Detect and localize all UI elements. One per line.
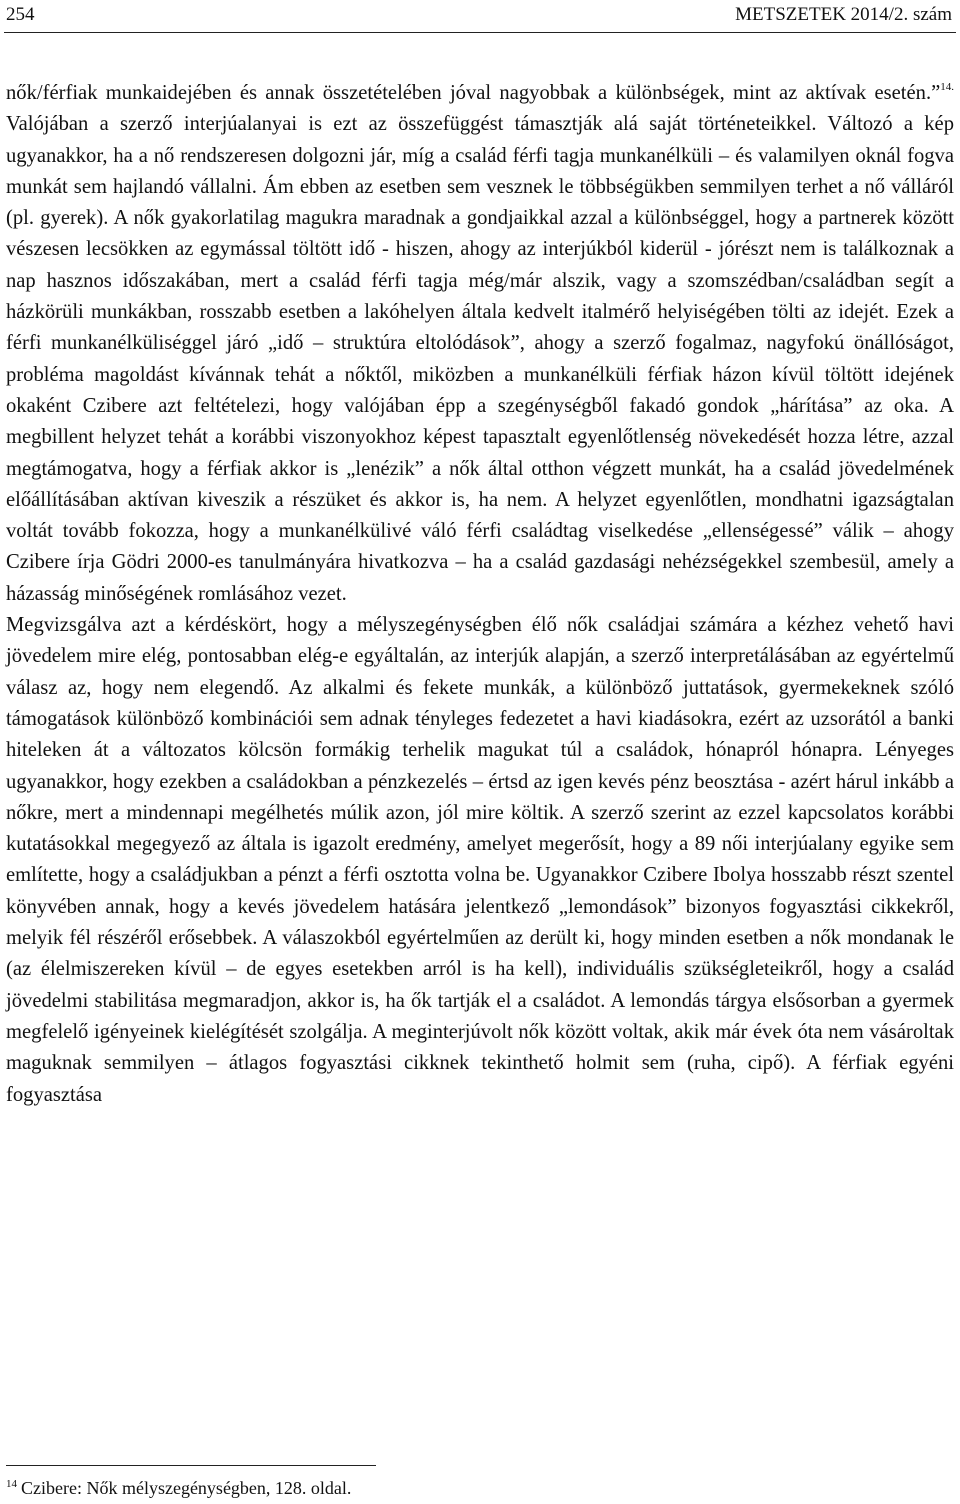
footnote-reference: 14. bbox=[940, 81, 954, 93]
footnote bbox=[6, 1476, 351, 1500]
paragraph-1 bbox=[6, 78, 954, 610]
article-body bbox=[6, 78, 954, 1111]
journal-title: METSZETEK 2014/2. szám bbox=[735, 4, 952, 25]
paragraph-2: Megvizsgálva azt a kérdéskört, hogy a mélyszegénységben élő nők családjai számára a kézhez vehető havi jövedelem mire elég, pontosabban elég-e egyáltalán, az interjúk alapján, a szerző interpretálásában az egyértelmű válasz az, hogy nem elegendő. Az alkalmi és fekete munkák, a különböző juttatások, gyermekeknek szóló támogatások különböző kombinációi sem adnak tényleges fedezetet a havi kiadásokra, ezért az uzsorától a banki hiteleken át a változatos kölcsön formákig terhelik magukat túl a családok, hónapról hónapra. Lényeges ugyanakkor, hogy ezekben a családokban a pénzkezelés – értsd az igen kevés pénz beosztása - azért hárul inkább a nőkre, mert a mindennapi megélhetés múlik azon, jól mire költik. A szerző szerint az ezzel kapcsolatos korábbi kutatásokkal megegyező az általa is igazolt eredmény, amelyet megerősít, hogy a 89 női interjúalany egyike sem említette, hogy a családjukban a pénzt a férfi osztotta volna be. Ugyanakkor Czibere Ibolya hosszabb részt szentel könyvében annak, hogy a kevés jövedelem hatására jelentkező „lemondások” bizonyos fogyasztási cikkekről, melyik fél részéről erősebbek. A válaszokból egyértelműen az derült ki, hogy minden esetben a nők mondanak le (az élelmiszereken kívül – de egyes esetekben arról is ha kell), individuális szükségleteikről, hogy a család jövedelmi stabilitása megmaradjon, akkor is, ha ők tartják el a családot. A lemondás tárgya elsősorban a gyermek megfelelő igényeinek kielégítését szolgálja. A meginterjúvolt nők között voltak, akik már évek óta nem vásároltak maguknak semmilyen – átlagos fogyasztási cikknek tekinthető holmit sem (ruha, cipő). A férfiak egyéni fogyasztása bbox=[6, 614, 954, 1106]
footnote-number: 14 bbox=[6, 1478, 17, 1490]
footnote-divider bbox=[6, 1465, 376, 1466]
page-header bbox=[6, 2, 952, 28]
paragraph-1-start: nők/férfiak munkaidejében és annak összetételében jóval nagyobbak a különbségek, mint az aktívak esetén.” bbox=[6, 82, 941, 104]
header-divider bbox=[4, 32, 956, 33]
footnote-text: Czibere: Nők mélyszegénységben, 128. oldal. bbox=[21, 1478, 352, 1498]
paragraph-1-rest: Valójában a szerző interjúalanyai is ezt az összefüggést támasztják alá saját történeteikkel. Változó a kép ugyanakkor, ha a nő rendszeresen dolgozni jár, míg a család férfi tagja munkanélküli – és valamilyen oknál fogva munkát sem hajlandó vállalni. Ám ebben az esetben sem vesznek le többségükben semmilyen terhet a nő válláról (pl. gyerek). A nők gyakorlatilag magukra maradnak a gondjaikkal azzal a különbséggel, hogy a partnerek között vészesen lecsökken az egymással töltött idő - hiszen, ahogy az interjúkból kiderül - jórészt nem is találkoznak a nap hasznos időszakában, mert a család férfi tagja még/már alszik, vagy a szomszédban/családban segít a házkörüli munkákban, rosszabb esetben a lakóhelyen általa kedvelt italmérő helyiségében tölti az idejét. Ezek a férfi munkanélküliséggel járó „idő – struktúra eltolódások”, ahogy a szerző fogalmaz, nagyfokú önállóságot, probléma magoldást kívánnak tehát a nőktől, miközben a munkanélküli férfiak házon kívül töltött idejének okaként Czibere azt feltételezi, hogy valójában épp a szegénységből fakadó gondok „hárítása” az oka. A megbillent helyzet tehát a korábbi viszonyokhoz képest tapasztalt egyenlőtlenség növekedését hozza létre, azzal megtámogatva, hogy a férfiak akkor is „lenézik” a nők által otthon végzett munkát, ha a család jövedelmének előállításában aktívan kiveszik a részüket és akkor is, ha nem. A helyzet egyenlőtlen, mondhatni igazságtalan voltát tovább fokozza, hogy a munkanélkülivé váló férfi családtag viselkedése „ellenségessé” válik – ahogy Czibere írja Gödri 2000-es tanulmányára hivatkozva – ha a család gazdasági nehézségekkel szembesül, amely a házasság minőségének romlásához vezet. bbox=[6, 113, 954, 605]
page-number: 254 bbox=[6, 4, 35, 25]
